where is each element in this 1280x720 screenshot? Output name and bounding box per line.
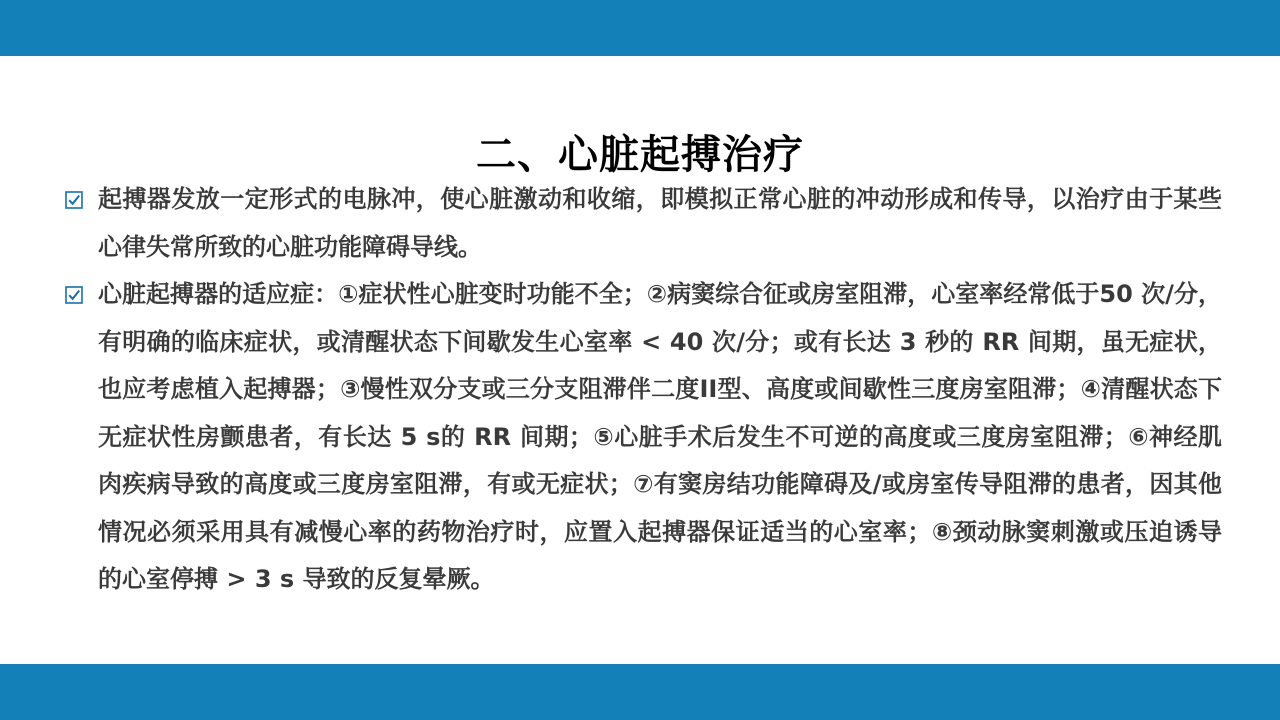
bullet-list <box>62 176 1222 604</box>
bullet-text: 心脏起搏器的适应症：①症状性心脏变时功能不全；②病窦综合征或房室阻滞，心室率经常低于50 次/分，有明确的临床症状，或清醒状态下间歇发生心室率 < 40 次/分；或有长达 3 秒的 RR 间期，虽无症状，也应考虑植入起搏器；③慢性双分支或三分支阻滞伴二度II型、高度或间歇性三度房室阻滞；④清醒状态下无症状性房颤患者，有长达 5 s的 RR 间期；⑤心脏手术后发生不可逆的高度或三度房室阻滞；⑥神经肌肉疾病导致的高度或三度房室阻滞，有或无症状；⑦有窦房结功能障碍及/或房室传导阻滞的患者，因其他情况必须采用具有减慢心率的药物治疗时，应置入起搏器保证适当的心室率；⑧颈动脉窦刺激或压迫诱导的心室停搏 > 3 s 导致的反复晕厥。 <box>98 280 1222 593</box>
header-accent-bar <box>0 0 1280 56</box>
slide-title: 二、心脏起搏治疗 <box>476 131 804 178</box>
bullet-text: 起搏器发放一定形式的电脉冲，使心脏激动和收缩，即模拟正常心脏的冲动形成和传导，以治疗由于某些心律失常所致的心脏功能障碍导线。 <box>98 185 1222 261</box>
checkbox-checked-icon <box>62 271 86 319</box>
bullet-item-indications <box>62 271 1222 604</box>
checkbox-checked-icon <box>62 176 86 224</box>
footer-accent-bar <box>0 664 1280 720</box>
bullet-item-definition <box>62 176 1222 271</box>
